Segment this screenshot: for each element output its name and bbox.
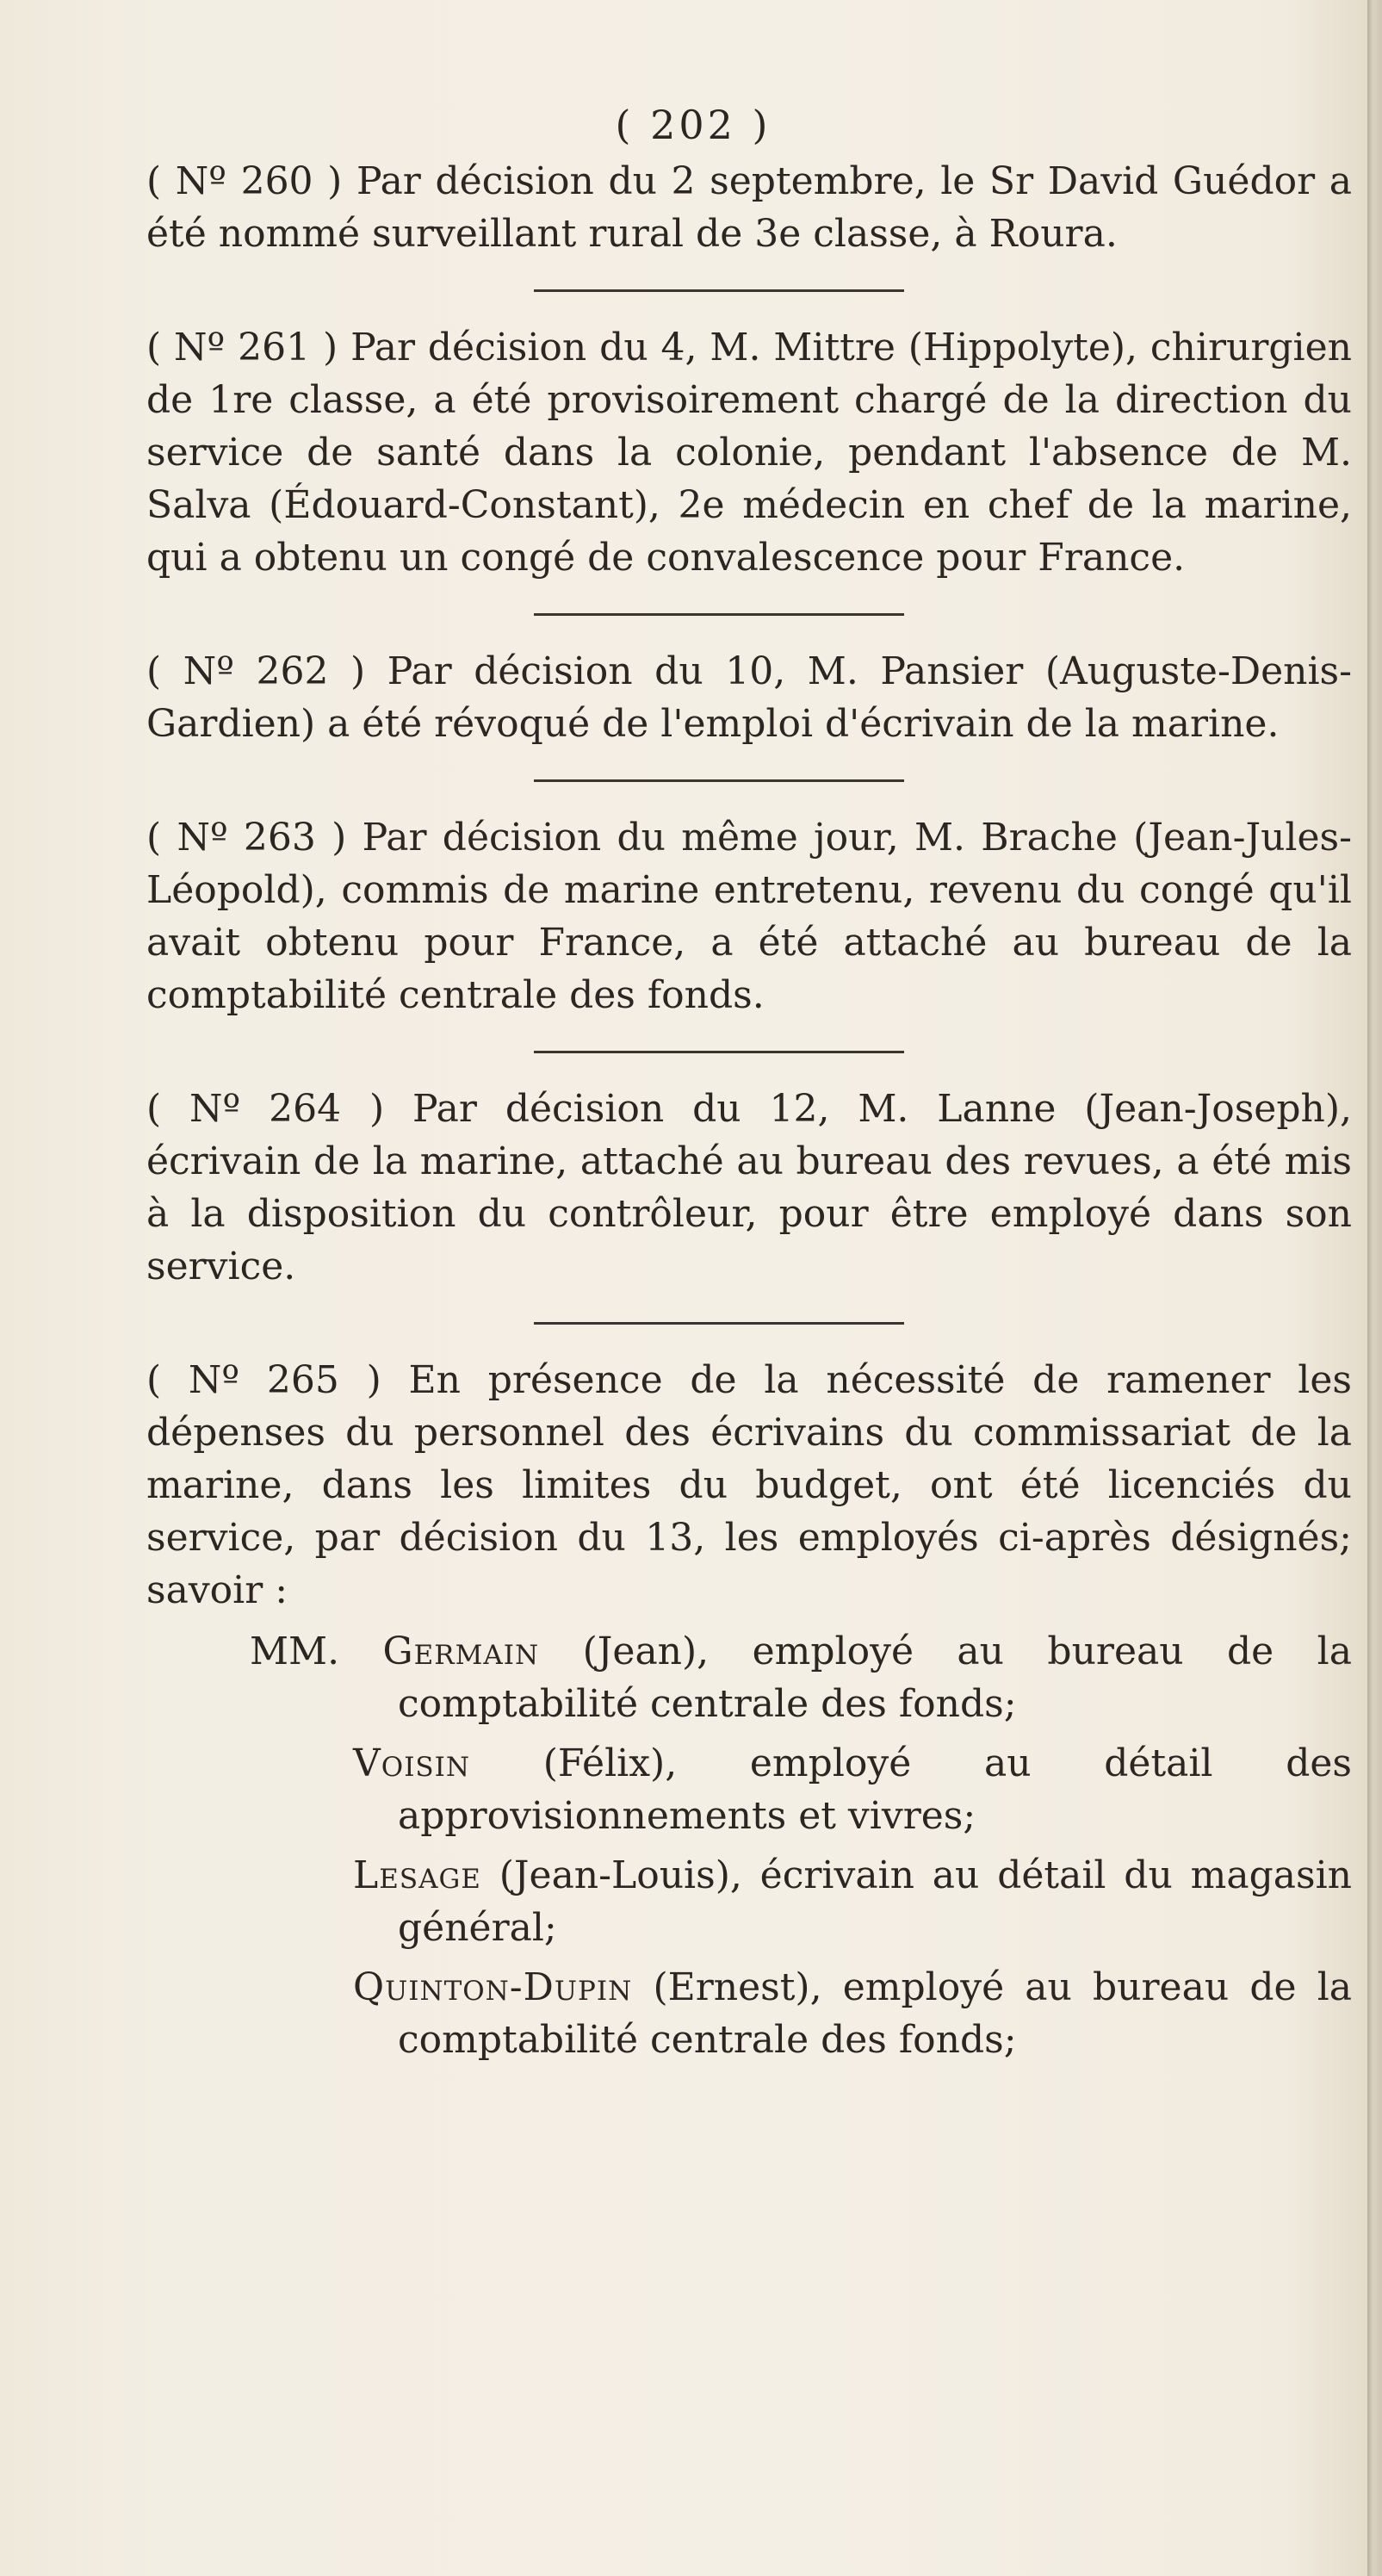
- entry-text: Par décision du 10, M. Pansier (Auguste-Denis-Gardien) a été révoqué de l'emploi d'écrivain de la marine.: [146, 649, 1352, 746]
- entry-number: ( Nº 262 ): [146, 649, 366, 693]
- employee-name: Germain: [382, 1629, 540, 1673]
- list-item: [146, 1961, 1352, 2066]
- page-number: ( 202 ): [615, 102, 772, 148]
- entry-263: [146, 811, 1352, 1021]
- entry-261: [146, 321, 1352, 584]
- employee-detail: (Jean-Louis), écrivain au détail du magasin général;: [398, 1853, 1352, 1950]
- entry-text: Par décision du même jour, M. Brache (Jean-Jules-Léopold), commis de marine entretenu, revenu du congé qu'il avait obtenu pour France, a été attaché au bureau de la comptabilité centrale des fonds.: [146, 816, 1352, 1017]
- list-item: [146, 1849, 1352, 1954]
- entry-text: Par décision du 4, M. Mittre (Hippolyte), chirurgien de 1re classe, a été provisoirement chargé de la direction du service de santé dans la colonie, pendant l'absence de M. Salva (Édouard-Constant), 2e médecin en chef de la marine, qui a obtenu un congé de convalescence pour France.: [146, 326, 1352, 580]
- employee-detail: (Jean), employé au bureau de la comptabilité centrale des fonds;: [398, 1629, 1352, 1726]
- entry-number: ( Nº 261 ): [146, 326, 338, 369]
- entry-264: [146, 1083, 1352, 1293]
- section-rule: [534, 613, 904, 616]
- entry-260: [146, 155, 1352, 260]
- section-rule: [534, 1051, 904, 1053]
- entry-265: [146, 1354, 1352, 1617]
- entry-number: ( Nº 263 ): [146, 816, 347, 860]
- list-item: [146, 1737, 1352, 1842]
- document-body: [146, 102, 1352, 2073]
- list-prefix: MM.: [250, 1629, 340, 1673]
- entry-number: ( Nº 265 ): [146, 1358, 381, 1402]
- section-rule: [534, 289, 904, 292]
- employee-detail: (Ernest), employé au bureau de la comptabilité centrale des fonds;: [398, 1965, 1352, 2062]
- entry-262: [146, 645, 1352, 750]
- employee-detail: (Félix), employé au détail des approvisionnements et vivres;: [398, 1741, 1352, 1838]
- dismissed-employees-list: [146, 1625, 1352, 2066]
- page-edge: [1367, 0, 1382, 2576]
- entry-number: ( Nº 260 ): [146, 159, 343, 203]
- entry-text: Par décision du 2 septembre, le Sr David Guédor a été nommé surveillant rural de 3e classe, à Roura.: [146, 159, 1352, 256]
- employee-name: Voisin: [353, 1741, 471, 1785]
- entry-number: ( Nº 264 ): [146, 1087, 385, 1131]
- employee-name: Quinton-Dupin: [353, 1965, 633, 2009]
- list-item: [146, 1625, 1352, 1730]
- section-rule: [534, 1322, 904, 1325]
- entry-text: Par décision du 12, M. Lanne (Jean-Joseph), écrivain de la marine, attaché au bureau des revues, a été mis à la disposition du contrôleur, pour être employé dans son service.: [146, 1087, 1352, 1288]
- section-rule: [534, 779, 904, 782]
- employee-name: Lesage: [353, 1853, 481, 1897]
- entry-text: En présence de la nécessité de ramener les dépenses du personnel des écrivains du commissariat de la marine, dans les limites du budget, ont été licenciés du service, par décision du 13, les employés ci-après désignés; savoir :: [146, 1358, 1352, 1612]
